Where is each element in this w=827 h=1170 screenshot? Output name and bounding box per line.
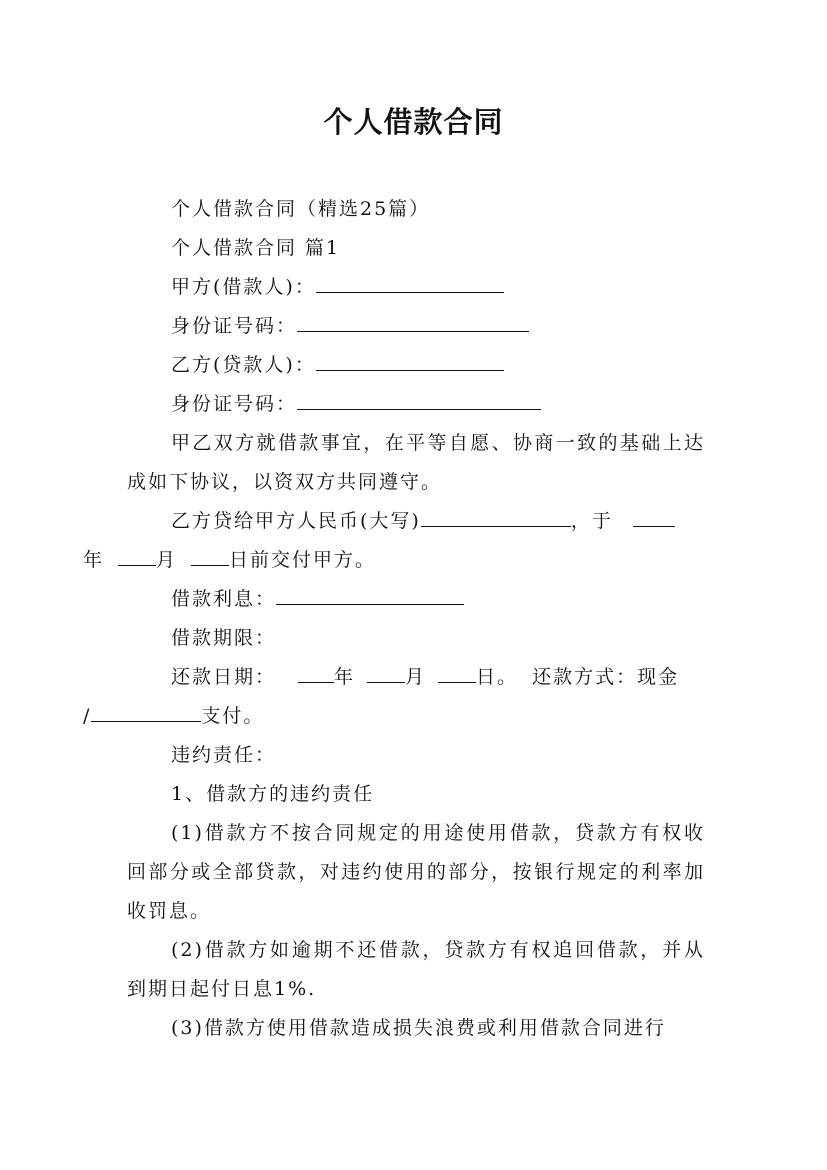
repay-paragraph [83, 658, 705, 736]
repay-month-char: 月 [405, 666, 427, 688]
delivery-day-blank [191, 546, 229, 566]
id-blank-2 [297, 390, 541, 410]
repay-year-blank [298, 663, 334, 683]
document-title: 个人借款合同 [323, 105, 504, 139]
id-line-2 [127, 385, 705, 424]
repay-method-label: 还款方式：现金 [532, 666, 680, 688]
party-a-label: 甲方(借款人)： [171, 276, 316, 298]
repay-day-end: 日。 [476, 666, 519, 688]
year-char: 年 [83, 549, 105, 571]
repay-slash: / [83, 705, 92, 727]
breach-item-1: 1、借款方的违约责任 [171, 783, 375, 805]
month-char: 月 [156, 549, 178, 571]
agreement-intro: 甲乙双方就借款事宜，在平等自愿、协商一致的基础上达成如下协议，以资双方共同遵守。 [127, 432, 705, 493]
party-a-blank [316, 273, 504, 293]
id-label-1: 身份证号码： [171, 315, 298, 337]
section-heading: 个人借款合同 篇1 [171, 237, 341, 259]
term-line: 借款期限： [171, 627, 277, 649]
loan-amount-mid: ，于 [570, 510, 613, 532]
delivery-year-blank [633, 507, 675, 527]
id-blank-1 [297, 312, 529, 332]
subtitle: 个人借款合同（精选25篇） [171, 198, 431, 220]
party-b-blank [316, 351, 504, 371]
clause-1: (1)借款方不按合同规定的用途使用借款，贷款方有权收回部分或全部贷款，对违约使用的部分，按银行规定的利率加收罚息。 [127, 822, 705, 922]
party-b-label: 乙方(贷款人)： [171, 354, 316, 376]
loan-amount-blank [421, 507, 571, 527]
repay-method-blank [91, 702, 201, 722]
repay-year-char: 年 [334, 666, 356, 688]
delivery-month-blank [118, 546, 156, 566]
repay-method-suffix: 支付。 [201, 705, 265, 727]
party-b-line [127, 346, 705, 385]
loan-amount-prefix: 乙方贷给甲方人民币(大写) [171, 510, 421, 532]
interest-line [127, 580, 705, 619]
interest-label: 借款利息： [171, 588, 277, 610]
loan-amount-suffix: 日前交付甲方。 [229, 549, 377, 571]
id-label-2: 身份证号码： [171, 393, 298, 415]
clause-3: (3)借款方使用借款造成损失浪费或利用借款合同进行 [171, 1017, 666, 1039]
repay-date-label: 还款日期： [171, 666, 277, 688]
document-body [83, 190, 705, 1048]
breach-heading: 违约责任： [171, 744, 277, 766]
id-line-1 [127, 307, 705, 346]
clause-2: (2)借款方如逾期不还借款，贷款方有权追回借款，并从到期日起付日息1%. [127, 939, 705, 1000]
repay-day-blank [438, 663, 476, 683]
repay-month-blank [367, 663, 405, 683]
loan-amount-paragraph [83, 502, 705, 580]
party-a-line [127, 268, 705, 307]
interest-blank [276, 585, 464, 605]
